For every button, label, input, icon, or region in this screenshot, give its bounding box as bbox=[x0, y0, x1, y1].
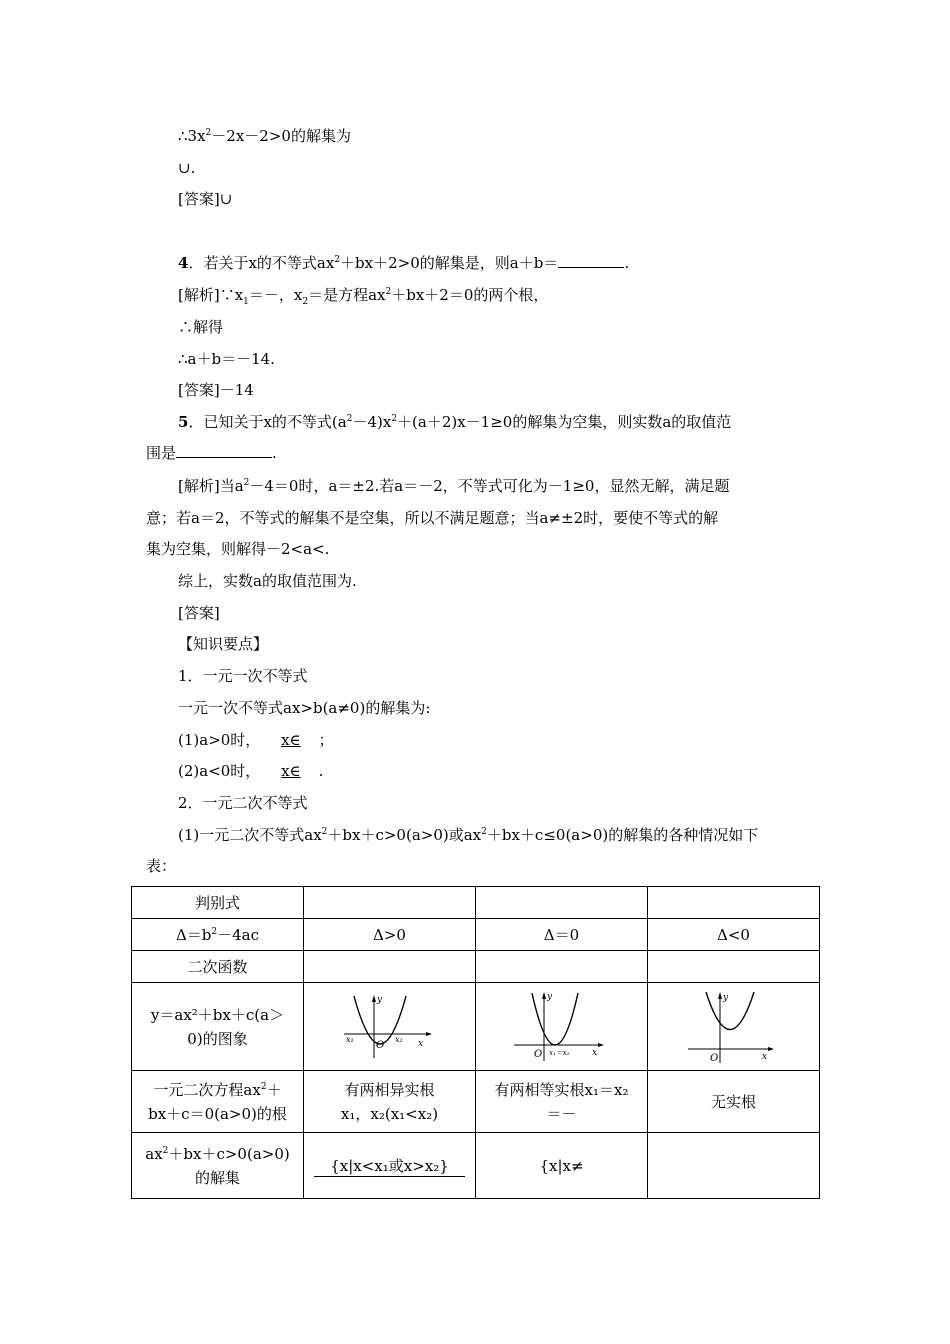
table-cell: 无实根 bbox=[648, 1071, 820, 1133]
knowledge-s2-desc-line1: (1)一元二次不等式$ax^2+bx+c>0(a>0)$或$ax^2+bx+c\le 0(a>0)$的解集的各种情况如下 bbox=[178, 826, 759, 844]
y-label: y bbox=[546, 991, 552, 1002]
table-cell: 二次函数 bbox=[132, 951, 304, 983]
solution-two-roots: {x|x<x₁或x>x₂} bbox=[314, 1156, 465, 1177]
root-x1-label: x₁ bbox=[345, 1034, 354, 1044]
q5-analysis-line2: 意；若a＝2，不等式的解集不是空集，所以不满足题意；当a≠±2时，要使不等式的解 bbox=[146, 509, 719, 527]
table-cell bbox=[476, 887, 648, 919]
parabola-no-root-graph bbox=[684, 989, 784, 1065]
table-cell: $\Delta=b^2-4ac$ bbox=[132, 919, 304, 951]
root-x2-label: x₂ bbox=[394, 1034, 403, 1044]
table-cell bbox=[132, 983, 304, 1071]
q5-answer: [答案] bbox=[178, 604, 220, 622]
knowledge-s1-desc: 一元一次不等式ax>b(a≠0)的解集为: bbox=[178, 699, 431, 717]
q5-question-line1: 5．已知关于x的不等式$(a^2-4)x^2+(a+2)x-1\ge 0$的解集为空集，则实数a的取值范 bbox=[178, 413, 732, 431]
q3-conclusion: $\therefore 3x^2-2x-2>0$的解集为 bbox=[178, 127, 351, 145]
x-axis-arrow bbox=[598, 1043, 604, 1047]
table-cell bbox=[304, 951, 476, 983]
table-cell bbox=[648, 983, 820, 1071]
quadratic-inequality-table bbox=[131, 886, 820, 1199]
origin-label: O bbox=[709, 1052, 718, 1064]
q4-result: ∴a＋b＝－14. bbox=[178, 350, 275, 368]
table-row bbox=[132, 951, 820, 983]
double-root-label: x₁＝x₂ bbox=[548, 1048, 570, 1057]
parabola-curve bbox=[706, 992, 754, 1030]
table-cell bbox=[476, 951, 648, 983]
q5-analysis-line1: [解析]当$a^2-4=0$时，a＝±2.若a＝－2，不等式可化为－1≥0，显然无解，满足题 bbox=[178, 477, 730, 495]
q4-solve: ∴解得 bbox=[178, 318, 224, 336]
y-label: y bbox=[722, 992, 728, 1003]
table-row bbox=[132, 1071, 820, 1133]
parabola-one-root-graph bbox=[512, 989, 612, 1065]
table-cell bbox=[304, 1133, 476, 1199]
y-axis-arrow bbox=[372, 995, 376, 1002]
x-axis-arrow bbox=[426, 1032, 432, 1036]
equal-roots-line2: ＝－ bbox=[546, 1104, 577, 1123]
origin-label: O bbox=[375, 1039, 384, 1051]
knowledge-s1-title: 1．一元一次不等式 bbox=[178, 667, 308, 685]
y-label: y bbox=[376, 994, 382, 1005]
q5-analysis-line3: 集为空集，则解得－2<a<. bbox=[146, 540, 330, 558]
table-row bbox=[132, 983, 820, 1071]
roots-row-label-line1: 一元二次方程$ax^2+$ bbox=[153, 1080, 282, 1099]
distinct-roots-line1: 有两相异实根 bbox=[344, 1080, 435, 1099]
q4-answer: [答案]－14 bbox=[178, 381, 254, 399]
table-cell bbox=[304, 983, 476, 1071]
y-axis-arrow bbox=[718, 992, 722, 999]
table-row bbox=[132, 887, 820, 919]
table-cell: Δ>0 bbox=[304, 919, 476, 951]
q3-union: ∪. bbox=[178, 159, 196, 177]
table-row bbox=[132, 1133, 820, 1199]
origin-label: O bbox=[533, 1048, 542, 1060]
x-label: x bbox=[591, 1047, 597, 1058]
knowledge-s2-title: 2．一元二次不等式 bbox=[178, 794, 308, 812]
table-cell bbox=[476, 983, 648, 1071]
table-cell bbox=[648, 1133, 820, 1199]
graph-row-label-line1: y＝ax²＋bx＋c(a＞ bbox=[150, 1005, 285, 1024]
x-axis-arrow bbox=[768, 1047, 774, 1051]
table-cell bbox=[132, 1071, 304, 1133]
q4-analysis: [解析]$\because x_1=-$，$x_2=$是方程$ax^2+bx+2=0$的两个根， bbox=[178, 286, 549, 307]
distinct-roots-line2: x₁，x₂(x₁<x₂) bbox=[340, 1104, 439, 1123]
x-label: x bbox=[417, 1038, 423, 1049]
x-label: x bbox=[761, 1051, 767, 1062]
table-cell: Δ＝0 bbox=[476, 919, 648, 951]
q4-question: 4．若关于x的不等式$ax^2+bx+2>0$的解集是，则a＋b＝ . bbox=[178, 254, 630, 272]
table-cell bbox=[304, 1071, 476, 1133]
table-cell bbox=[132, 1133, 304, 1199]
knowledge-title: 【知识要点】 bbox=[178, 635, 269, 653]
table-cell: {x|x≠ bbox=[476, 1133, 648, 1199]
solution-row-label-line1: $ax^2+bx+c>0(a>0)$ bbox=[145, 1144, 290, 1163]
table-cell bbox=[648, 887, 820, 919]
q5-question-line2: 围是 . bbox=[146, 444, 277, 462]
equal-roots-line1: 有两相等实根x₁＝x₂ bbox=[494, 1080, 629, 1099]
roots-row-label-line2: bx＋c＝0(a>0)的根 bbox=[148, 1104, 287, 1123]
table-row bbox=[132, 919, 820, 951]
solution-row-label-line2: 的解集 bbox=[194, 1168, 240, 1187]
graph-row-label-line2: 0)的图象 bbox=[187, 1029, 248, 1048]
table-cell bbox=[476, 1071, 648, 1133]
knowledge-s1-case2: (2)a<0时， x∈ . bbox=[178, 762, 324, 780]
table-cell: 判别式 bbox=[132, 887, 304, 919]
q5-summary: 综上，实数a的取值范围为. bbox=[178, 572, 357, 590]
y-axis-arrow bbox=[542, 992, 546, 999]
parabola-two-roots-graph bbox=[340, 992, 440, 1062]
table-cell bbox=[648, 951, 820, 983]
knowledge-s2-desc-line2: 表： bbox=[146, 857, 177, 875]
parabola-curve bbox=[532, 993, 578, 1045]
q3-answer: [答案]∪ bbox=[178, 190, 233, 208]
table-cell: Δ<0 bbox=[648, 919, 820, 951]
table-cell bbox=[304, 887, 476, 919]
knowledge-s1-case1: (1)a>0时， x∈ ； bbox=[178, 731, 334, 749]
